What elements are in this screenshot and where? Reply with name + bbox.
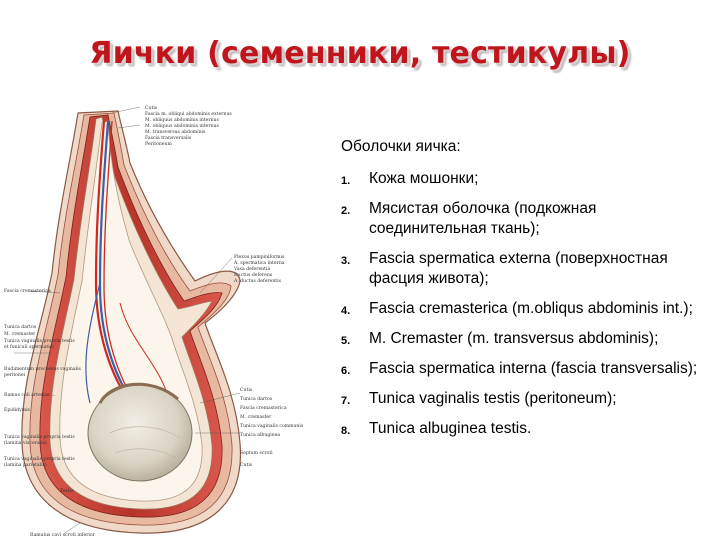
figure-label: M. obliquus abdominis internus [145, 118, 219, 123]
list-item-number: 5. [341, 335, 351, 347]
testis-layers-drawing [0, 103, 325, 540]
figure-label: M. cremaster [4, 332, 36, 337]
figure-label: Epididymis [4, 408, 30, 413]
layers-list [341, 169, 713, 439]
list-item [341, 169, 713, 189]
figure-label: Rudimentum processus vaginalis [4, 367, 81, 372]
layers-list-panel [341, 138, 713, 449]
figure-label: Fascia transversalis [145, 136, 192, 141]
figure-label: Fascia cremasterica [240, 406, 287, 411]
list-item-text: Tunica vaginalis testis (peritoneum); [369, 390, 617, 407]
figure-label: Fascia m. obliqui abdominis externus [145, 112, 232, 117]
figure-label: Ramus coli arteriae ... [4, 393, 56, 398]
list-item [341, 419, 713, 439]
list-item-text: Fascia cremasterica (m.obliqus abdominis int.); [369, 300, 693, 317]
list-item [341, 329, 713, 349]
list-item-text: Tunica albuginea testis. [369, 420, 532, 437]
list-item [341, 249, 713, 289]
figure-label: Testis [60, 489, 74, 494]
figure-label: M. transversus abdominis [145, 130, 206, 135]
figure-label: et funiculi spermatici [4, 345, 54, 350]
figure-label: A. spermatica interna [234, 261, 285, 266]
figure-label: Peritoneum [145, 142, 172, 147]
list-item-number: 8. [341, 425, 351, 437]
figure-label: Tunica albuginea [240, 433, 281, 438]
figure-label: Ductus deferens [234, 273, 273, 278]
figure-label: A. ductus deferentis [234, 279, 281, 284]
list-item-number: 1. [341, 175, 351, 187]
figure-label: Tunica vaginalis propria testis [4, 339, 75, 344]
list-item [341, 199, 713, 239]
figure-label: Cutis [240, 388, 253, 393]
list-item-number: 7. [341, 395, 351, 407]
figure-label: Tunica dartos [240, 397, 273, 402]
figure-label: M. cremaster [240, 415, 272, 420]
figure-label: peritonei [4, 373, 26, 378]
figure-label: Tunica vaginalis propria testis [4, 457, 75, 462]
figure-label: Fascia cremasterica [4, 289, 51, 294]
list-item-text: Fascia spermatica interna (fascia transversalis); [369, 360, 698, 377]
figure-label: Tunica dartos [4, 325, 37, 330]
figure-label: Septum scroti [240, 451, 273, 456]
figure-label: (lamina parietalis) [4, 463, 47, 468]
figure-label: Cutis [145, 106, 158, 111]
slide-title: Яички (семенники, тестикулы) [89, 36, 631, 71]
list-item-number: 3. [341, 255, 351, 267]
list-item-text: Fascia spermatica externa (поверхностная фасция живота); [369, 250, 668, 287]
list-item-number: 4. [341, 305, 351, 317]
figure-label: Ramulus cavi scroti inferior [30, 533, 95, 538]
figure-label: (lamina visceralis) [4, 441, 47, 446]
list-item-number: 6. [341, 365, 351, 377]
list-item-text: Мясистая оболочка (подкожная соединительная ткань); [369, 200, 597, 237]
list-item-text: Кожа мошонки; [369, 170, 479, 187]
list-item [341, 359, 713, 379]
figure-label: Vasa deferentia [234, 267, 271, 272]
list-item [341, 389, 713, 409]
list-item [341, 299, 713, 319]
figure-label: Plexus pampiniformis [234, 255, 285, 260]
anatomical-illustration [0, 103, 325, 540]
figure-label: Cutis [240, 463, 253, 468]
list-intro: Оболочки яичка: [341, 138, 461, 155]
list-item-text: M. Cremaster (m. transversus abdominis); [369, 330, 659, 347]
figure-label: Tunica vaginalis propria testis [4, 435, 75, 440]
figure-label: Tunica vaginalis communis [240, 424, 304, 429]
list-item-number: 2. [341, 205, 351, 217]
figure-label: M. obliquus abdominis internus [145, 124, 219, 129]
